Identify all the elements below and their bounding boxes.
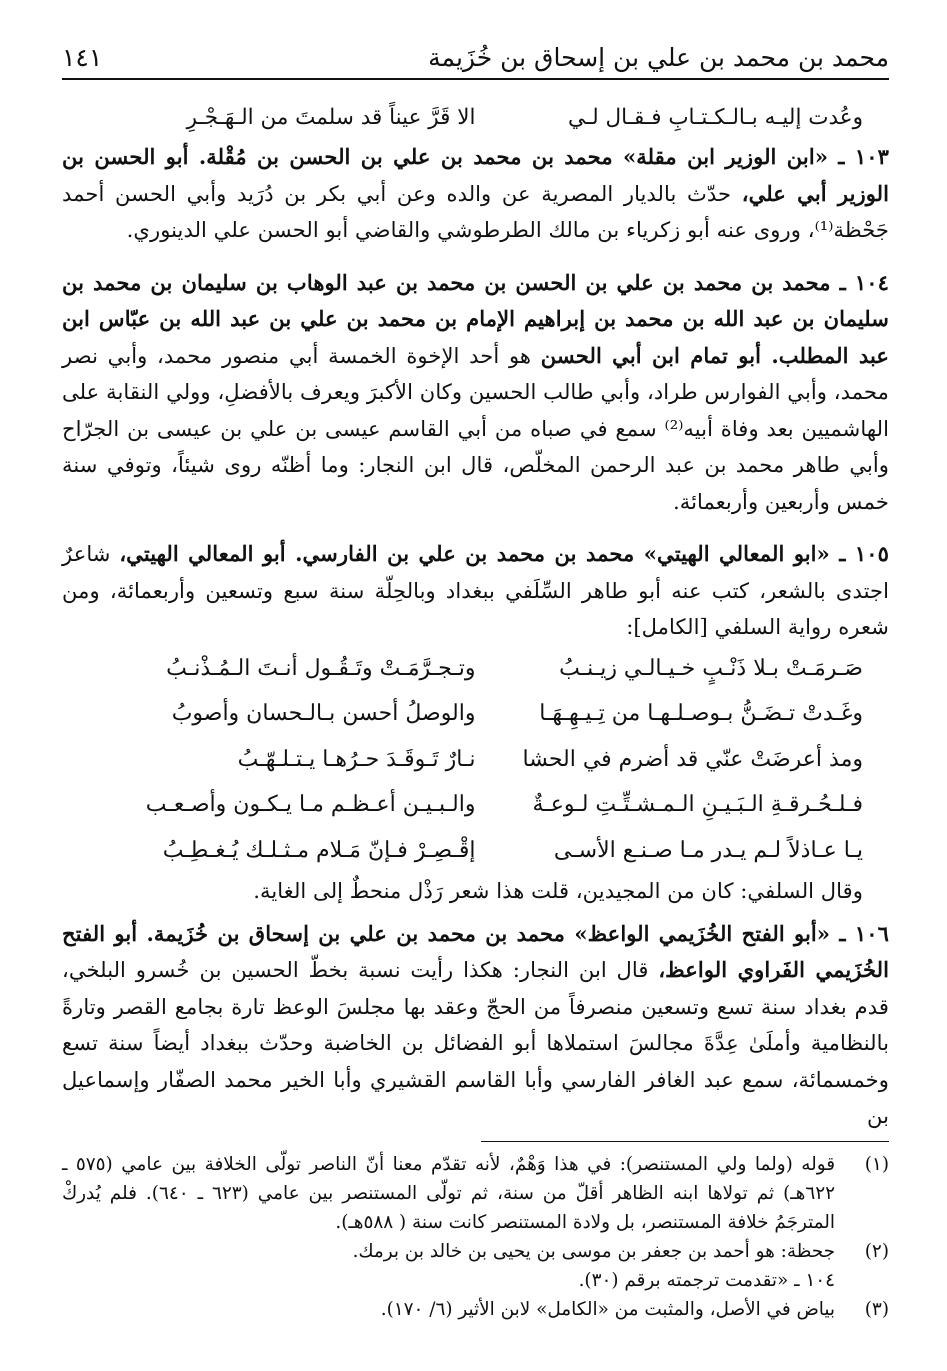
entry-105 <box>62 536 889 646</box>
entry-106-heading: ١٠٦ ـ «أبو الفتح الخُزَيمي الواعظ» محمد بن محمد بن علي بن إسحاق بن خُزَيمة. أبو الفتح الخُزَيمي الفَراوي الواعظ، <box>62 920 889 983</box>
entry-103 <box>62 139 889 249</box>
entry-103-text: حدّث بالديار المصرية عن والده وعن أبي بكر بن دُرَيد وأبي الحسن أحمد جَحْظة⁽¹⁾، وروى عنه أبو زكرياء بن مالك الطرطوشي والقاضي أبو الحسن علي الدينوري. <box>62 180 889 242</box>
footnote-marker: (٣) <box>864 1299 889 1320</box>
footnote <box>62 1237 889 1266</box>
entry-104 <box>62 265 889 521</box>
footnote-text: ١٠٤ ـ «تقدمت ترجمته برقم (٣٠). <box>578 1270 835 1291</box>
verse-ajz <box>62 691 476 737</box>
footnote-text: قوله (ولما ولي المستنصر): في هذا وَهْمٌ، لأنه تقدّم معنا أنّ الناصر تولّى الخلافة بين عامي (٥٧٥ ـ ٦٢٢هـ) ثم تولاها ابنه الظاهر أقلّ من سنة، ثم تولّى المستنصر بين عامي (٦٢٣ ـ ٦٤٠). فلم يُدركْ المترجَمُ خلافة المستنصر، بل ولادة المستنصر كانت سنة ( ٥٨٨هـ). <box>62 1154 835 1233</box>
verse-ajz-text: والوصلُ أحسن بـالـحسان وأصوبُ <box>171 701 476 727</box>
entry-105-heading: ١٠٥ ـ «ابو المعالي الهيتي» محمد بن محمد بن علي بن الفارسي. أبو المعالي الهيتي، <box>119 541 889 566</box>
footnote <box>62 1150 889 1237</box>
poem-verse <box>62 782 889 828</box>
poem-verse <box>62 828 889 874</box>
verse-ajz <box>62 828 476 874</box>
verse-ajz-text: نـارٌ تَـوقَـدَ حـرُهـا يـتـلـهّـبُ <box>237 746 476 772</box>
verse-ajz <box>62 782 476 828</box>
verse-ajz <box>62 646 476 692</box>
verse-sadr: يـا عـاذلاً لـم يـدر مـا صـنـع الأسـى <box>553 837 863 863</box>
entry-105-text: شاعرٌ اجتدى بالشعر، كتب عنه أبو طاهر السِّلَفي ببغداد وبالحِلّة سنة سبع وتسعين وأربعمائة، ومن شعره رواية السلفي [الكامل]: <box>62 541 889 639</box>
spacer <box>62 520 889 536</box>
running-title: محمد بن محمد بن علي بن إسحاق بن خُزَيمة <box>428 43 889 72</box>
entry-106 <box>62 916 889 1135</box>
entry-104-text: هو أحد الإخوة الخمسة أبي منصور محمد، وأبي نصر محمد، وأبي الفوارس طراد، وأبي طالب الحسين وكان الأكبرَ ويعرف بالأفضلِ، وولي النقابة على الهاشميين بعد وفاة أبيه⁽²⁾ سمع في صباه من أبي القاسم عيسى بن علي بن عيسى بن الجرّاح وأبي طاهر محمد بن عبد الرحمن المخلّص، قال ابن النجار: وما أظنّه روى شيئاً، وتوفي سنة خمس وأربعين وأربعمائة. <box>62 342 889 514</box>
footnote-marker: (٢) <box>864 1241 889 1262</box>
poem <box>62 646 889 874</box>
verse-ajz-text: والـبـيـن أعـظـم مـا يـكـون وأصـعـب <box>145 792 476 818</box>
main-text <box>62 96 889 1135</box>
verse-ajz <box>62 737 476 783</box>
footnote-marker <box>835 1266 889 1295</box>
entry-104-heading: ١٠٤ ـ محمد بن محمد بن علي بن الحسن بن محمد بن عبد الوهاب بن سليمان بن محمد بن سليمان بن عبد الله بن محمد بن إبراهيم الإمام بن محمد بن علي بن عبد الله بن عبّاس ابن عبد المطلب. أبو تمام ابن أبي الحسن <box>62 269 890 368</box>
verse-ajz-text: الا قَرَّ عيناً قد سلمتَ من الـهَـجْـرِ <box>186 105 476 130</box>
poem-verse <box>62 646 889 692</box>
entry-106-text: قال ابن النجار: هكذا رأيت نسبة بخطّ الحسين بن خُسرو البلخي، قدم بغداد سنة تسع وتسعين منصرفاً من الحجّ وعقد بها مجلسَ الوعظ تارة بجامع القصر وتارةً بالنظامية وأملَىٰ عِدَّةَ مجالسَ استملاها أبو الفضائل بن الخاضبة وحدّث ببغداد أيضاً سنة تسع وخمسمائة، سمع عبد الغافر الفارسي وأبا القاسم القشيري وأبا الخير محمد الصفّار وإسماعيل بن <box>62 957 889 1129</box>
footnote-marker: (١) <box>864 1154 889 1175</box>
poem-verse <box>62 737 889 783</box>
page-number: ١٤١ <box>62 43 103 72</box>
footnote-text: بياض في الأصل، والمثبت من «الكامل» لابن الأثير (٦/ ١٧٠). <box>380 1299 835 1320</box>
footnote <box>62 1295 889 1324</box>
verse-ajz <box>62 96 476 139</box>
footnote-rule <box>481 1141 889 1142</box>
opening-verse <box>62 96 889 139</box>
verse-ajz-text: وتـجـرَّمَـتْ وتَـقُـول أنـتَ الـمُـذْنـبُ <box>166 655 476 681</box>
entry-103-heading: ١٠٣ ـ «ابن الوزير ابن مقلة» محمد بن محمد بن علي بن الحسن بن مُقْلة. أبو الحسن بن الوزير أبي علي، <box>62 144 889 206</box>
verse-sadr: وغَـدتْ تـضَـنُّ بـوصـلـهـا من تِـيـهِـهَـا <box>539 701 863 727</box>
running-header <box>62 34 889 80</box>
verse-sadr: صَـرمَـتْ بـلا ذَنْـبٍ خـيـالـي زيـنـبُ <box>559 655 863 681</box>
footnote <box>62 1266 889 1295</box>
spacer <box>62 249 889 265</box>
silafi-comment: وقال السلفي: كان من المجيدين، قلت هذا شعر رَذْل منحطٌ إلى الغاية. <box>253 878 863 904</box>
poem-verse <box>62 691 889 737</box>
verse-sadr: ومذ أعرضَتْ عنّي قد أضرم في الحشا <box>522 746 863 772</box>
footnotes <box>62 1150 889 1324</box>
footnote-text: جحظة: هو أحمد بن جعفر بن موسى بن يحيى بن خالد بن برمك. <box>352 1241 835 1262</box>
verse-ajz-text: إقْـصِـرْ فـإنّ مَـلام مـثـلـك يُـغـطِـبُ <box>162 837 476 863</box>
verse-sadr: فـلـحُـرقـةِ الـبَـيـنِ الـمـشـتِّـتِ لـوعـةٌ <box>532 792 863 818</box>
verse-sadr: وعُدت إليـه بـالـكـتـابِ فـقـال لـي <box>567 105 863 130</box>
